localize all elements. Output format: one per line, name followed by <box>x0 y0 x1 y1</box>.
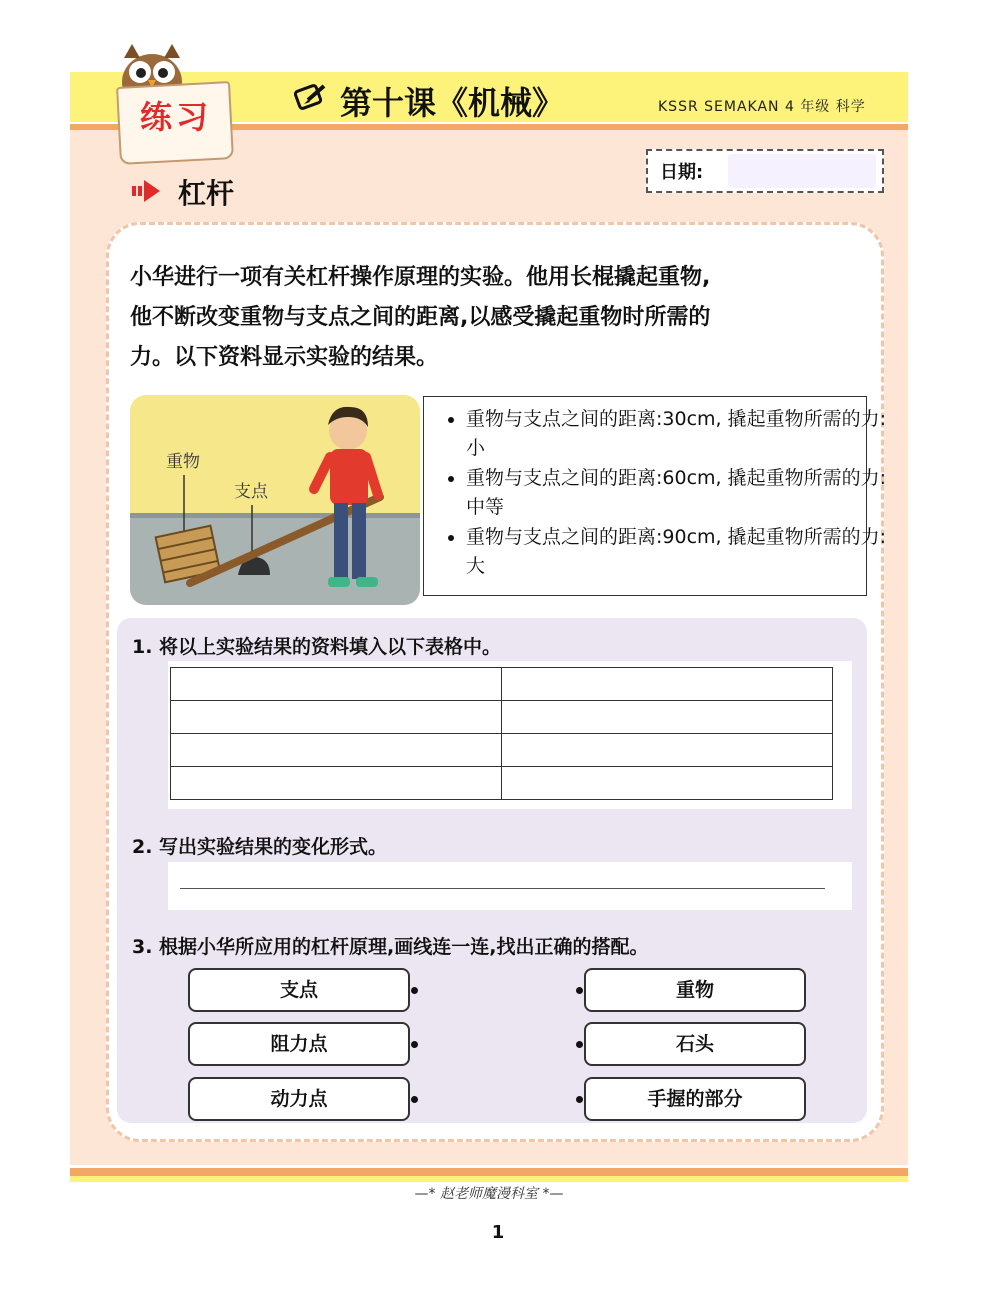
table-row <box>171 767 833 800</box>
match-dot-left[interactable] <box>411 1041 418 1048</box>
footer-divider <box>70 1168 908 1176</box>
match-left-fulcrum[interactable]: 支点 <box>188 968 410 1012</box>
match-right-handle[interactable]: 手握的部分 <box>584 1077 806 1121</box>
footer-band <box>70 1176 908 1182</box>
question-3: 3. 根据小华所应用的杠杆原理,画线连一连,找出正确的搭配。 <box>132 936 649 958</box>
question-2: 2. 写出实验结果的变化形式。 <box>132 836 388 858</box>
intro-line: 小华进行一项有关杠杆操作原理的实验。他用长棍撬起重物, <box>130 265 711 290</box>
arrow-right-icon <box>130 176 162 206</box>
results-list <box>434 405 886 582</box>
match-left-load-point[interactable]: 阻力点 <box>188 1022 410 1066</box>
result-item: • 重物与支点之间的距离:60cm, 撬起重物所需的力:中等 <box>466 464 886 522</box>
table-cell[interactable] <box>171 767 502 800</box>
practice-badge: 练习 <box>139 98 212 136</box>
footer-credit: —* 赵老师魔漫科室 *— <box>414 1186 564 1202</box>
table-row <box>171 668 833 701</box>
table-cell[interactable] <box>171 668 502 701</box>
answer-table-area <box>168 661 852 809</box>
load-label: 重物 <box>166 452 200 472</box>
fulcrum-label: 支点 <box>234 482 268 502</box>
match-dot-left[interactable] <box>411 1096 418 1103</box>
match-right-rock[interactable]: 石头 <box>584 1022 806 1066</box>
table-cell[interactable] <box>502 734 833 767</box>
table-row <box>171 701 833 734</box>
match-right-load[interactable]: 重物 <box>584 968 806 1012</box>
page-number: 1 <box>491 1222 505 1243</box>
table-row <box>171 734 833 767</box>
section-title: 杠杆 <box>178 177 235 210</box>
table-cell[interactable] <box>171 734 502 767</box>
answer-line <box>180 888 825 889</box>
intro-text <box>130 258 850 378</box>
match-dot-right[interactable] <box>576 987 583 994</box>
question-1: 1. 将以上实验结果的资料填入以下表格中。 <box>132 636 502 658</box>
match-left-effort-point[interactable]: 动力点 <box>188 1077 410 1121</box>
intro-line: 力。以下资料显示实验的结果。 <box>130 345 439 370</box>
date-label: 日期: <box>660 162 704 183</box>
course-subtitle: KSSR SEMAKAN 4 年级 科学 <box>658 99 866 115</box>
intro-line: 他不断改变重物与支点之间的距离,以感受撬起重物时所需的 <box>130 305 711 330</box>
table-cell[interactable] <box>171 701 502 734</box>
table-cell[interactable] <box>502 767 833 800</box>
lever-illustration <box>130 395 420 605</box>
table-cell[interactable] <box>502 668 833 701</box>
result-item: • 重物与支点之间的距离:30cm, 撬起重物所需的力: 小 <box>466 405 886 463</box>
match-dot-left[interactable] <box>411 987 418 994</box>
pencil-paper-icon <box>294 80 328 114</box>
results-box <box>423 396 887 596</box>
page-title: 第十课《机械》 <box>340 84 565 122</box>
answer-line-area[interactable] <box>168 862 852 910</box>
match-dot-right[interactable] <box>576 1041 583 1048</box>
answer-table <box>170 667 833 800</box>
match-dot-right[interactable] <box>576 1096 583 1103</box>
date-input[interactable] <box>728 154 876 188</box>
table-cell[interactable] <box>502 701 833 734</box>
result-item: • 重物与支点之间的距离:90cm, 撬起重物所需的力:大 <box>466 523 886 581</box>
